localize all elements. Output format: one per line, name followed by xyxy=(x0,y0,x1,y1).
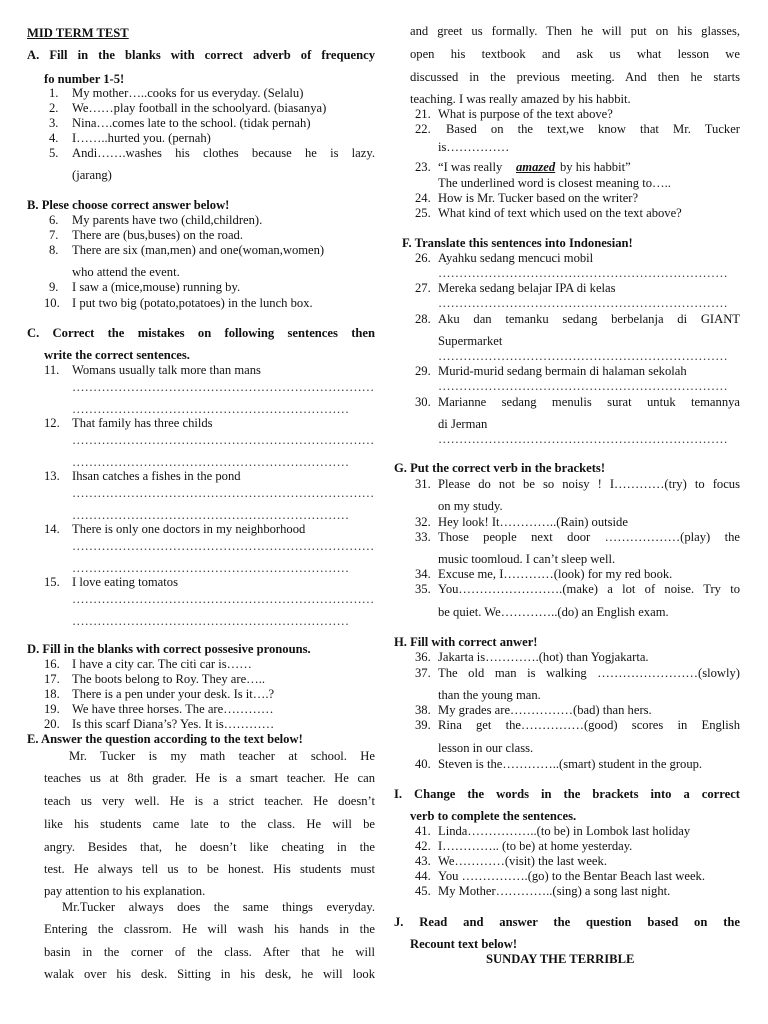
right-text-line: 22. xyxy=(415,122,431,136)
left-text-line: The boots belong to Roy. They are….. xyxy=(72,672,266,686)
right-text-line: 32. xyxy=(415,515,431,529)
right-text-line: 29. xyxy=(415,364,431,378)
left-text-line: We have three horses. The are………… xyxy=(72,702,274,716)
left-text-line: teaches us at 8th grader. He is a smart teacher. He can xyxy=(44,771,375,785)
right-text-line: What is purpose of the text above? xyxy=(438,107,613,121)
right-text-line: …………………………………………………………… xyxy=(438,379,728,393)
right-text-line: My grades are……………(bad) than hers. xyxy=(438,703,652,717)
right-text-line: amazed xyxy=(516,160,556,174)
right-text-line: “I was really xyxy=(438,160,503,174)
left-text-line: 13. xyxy=(44,469,60,483)
right-text-line: …………………………………………………………… xyxy=(438,296,728,310)
right-text-line: Mereka sedang belajar IPA di kelas xyxy=(438,281,616,295)
right-text-line: teaching. I was really amazed by his habbit. xyxy=(410,92,631,106)
left-text-line: pay attention to his explanation. xyxy=(44,884,206,898)
right-text-line: by his habbit” xyxy=(560,160,631,174)
left-text-line: 9. xyxy=(49,280,59,294)
left-text-line: A. Fill in the blanks with correct adverb of frequency xyxy=(27,48,375,62)
right-text-line: 24. xyxy=(415,191,431,205)
left-text-line: 7. xyxy=(49,228,59,242)
right-text-line: 39. xyxy=(415,718,431,732)
right-text-line: be quiet. We…………..(do) an English exam. xyxy=(438,605,669,619)
left-text-line: 3. xyxy=(49,116,59,130)
left-text-line: C. Correct the mistakes on following sentences then xyxy=(27,326,375,340)
right-text-line: I. Change the words in the brackets into a correct xyxy=(394,787,740,801)
right-text-line: Those people next door ………………(play) the xyxy=(438,530,740,544)
left-text-line: D. Fill in the blanks with correct possesive pronouns. xyxy=(27,642,311,656)
left-text-line: 17. xyxy=(44,672,60,686)
right-text-line: How is Mr. Tucker based on the writer? xyxy=(438,191,639,205)
right-text-line: 33. xyxy=(415,530,431,544)
left-text-line: Is this scarf Diana’s? Yes. It is………… xyxy=(72,717,275,731)
left-text-line: There are six (man,men) and one(woman,women) xyxy=(72,243,325,257)
left-text-line: I……..hurted you. (pernah) xyxy=(72,131,211,145)
right-text-line: 43. xyxy=(415,854,431,868)
right-text-line: H. Fill with correct anwer! xyxy=(394,635,538,649)
right-text-line: 38. xyxy=(415,703,431,717)
left-text-line: There is only one doctors in my neighborhood xyxy=(72,522,306,536)
right-text-line: 31. xyxy=(415,477,431,491)
right-text-line: …………………………………………………………… xyxy=(438,432,728,446)
right-text-line: and greet us formally. Then he will put on his glasses, xyxy=(410,24,740,38)
left-text-line: I saw a (mice,mouse) running by. xyxy=(72,280,241,294)
right-text-line: 28. xyxy=(415,312,431,326)
left-text-line: Andi…….washes his clothes because he is lazy. xyxy=(72,146,375,160)
right-text-line: …………………………………………………………… xyxy=(438,349,728,363)
right-text-line: Murid-murid sedang bermain di halaman sekolah xyxy=(438,364,687,378)
left-text-line: ……………………………………………………………… xyxy=(72,380,375,394)
left-text-line: ……………………………………………………………… xyxy=(72,592,375,606)
right-text-line: 37. xyxy=(415,666,431,680)
left-text-line: 14. xyxy=(44,522,60,536)
right-text-line: …………………………………………………………… xyxy=(438,266,728,280)
right-text-line: What kind of text which used on the text above? xyxy=(438,206,682,220)
left-text-line: I put two big (potato,potatoes) in the lunch box. xyxy=(72,296,313,310)
left-text-line: 5. xyxy=(49,146,59,160)
right-text-line: J. Read and answer the question based on the xyxy=(394,915,740,929)
left-text-line: That family has three childs xyxy=(72,416,213,430)
right-text-line: 35. xyxy=(415,582,431,596)
left-text-line: ……………………………………………………………… xyxy=(72,433,375,447)
left-text-line: write the correct sentences. xyxy=(44,348,190,362)
right-text-line: 27. xyxy=(415,281,431,295)
left-text-line: 8. xyxy=(49,243,59,257)
left-text-line: 20. xyxy=(44,717,60,731)
right-text-line: Based on the text,we know that Mr. Tucker xyxy=(446,122,740,136)
left-text-line: E. Answer the question according to the text below! xyxy=(27,732,303,746)
right-text-line: 40. xyxy=(415,757,431,771)
right-text-line: Please do not be so noisy ! I…………(try) to focus xyxy=(438,477,740,491)
right-text-line: 26. xyxy=(415,251,431,265)
left-text-line: ………………………………………………………… xyxy=(72,614,350,628)
left-text-line: 1. xyxy=(49,86,59,100)
right-text-line: G. Put the correct verb in the brackets! xyxy=(394,461,606,475)
left-text-line: 10. xyxy=(44,296,60,310)
right-text-line: Marianne sedang menulis surat untuk temannya xyxy=(438,395,740,409)
right-text-line: on my study. xyxy=(438,499,503,513)
right-text-line: open his textbook and ask us what lesson we xyxy=(410,47,740,61)
right-text-line: 21. xyxy=(415,107,431,121)
left-text-line: 6. xyxy=(49,213,59,227)
right-text-line: music toomloud. I can’t sleep well. xyxy=(438,552,616,566)
left-text-line: teach us very well. He is a strict teacher. He doesn’t xyxy=(44,794,375,808)
left-text-line: 2. xyxy=(49,101,59,115)
left-text-line: There is a pen under your desk. Is it….? xyxy=(72,687,275,701)
left-text-line: ………………………………………………………… xyxy=(72,508,350,522)
right-text-line: Jakarta is………….(hot) than Yogjakarta. xyxy=(438,650,649,664)
right-text-line: The old man is walking ……………………(slowly) xyxy=(438,666,740,680)
left-text-line: 12. xyxy=(44,416,60,430)
right-text-line: I………….. (to be) at home yesterday. xyxy=(438,839,633,853)
right-text-line: Ayahku sedang mencuci mobil xyxy=(438,251,594,265)
right-text-line: You …………….(go) to the Bentar Beach last week. xyxy=(438,869,705,883)
left-text-line: angry. Besides that, he doesn’t like cheating in the xyxy=(44,840,375,854)
right-text-line: 34. xyxy=(415,567,431,581)
left-text-line: Mr. Tucker is my math teacher at school. He xyxy=(69,749,375,763)
right-text-line: discussed in the previous meeting. And then he starts xyxy=(410,70,740,84)
left-text-line: 15. xyxy=(44,575,60,589)
left-text-line: ………………………………………………………… xyxy=(72,455,350,469)
left-text-line: Nina….comes late to the school. (tidak pernah) xyxy=(72,116,311,130)
left-text-line: basin in the corner of the class. After that he will xyxy=(44,945,375,959)
left-text-line: My mother…..cooks for us everyday. (Selalu) xyxy=(72,86,304,100)
left-text-line: 19. xyxy=(44,702,60,716)
left-text-line: MID TERM TEST xyxy=(27,26,129,40)
left-text-line: Ihsan catches a fishes in the pond xyxy=(72,469,241,483)
left-text-line: (jarang) xyxy=(72,168,112,182)
left-text-line: I have a city car. The citi car is…… xyxy=(72,657,252,671)
right-text-line: We…………(visit) the last week. xyxy=(438,854,607,868)
right-text-line: Linda……………..(to be) in Lombok last holiday xyxy=(438,824,691,838)
left-text-line: ……………………………………………………………… xyxy=(72,486,375,500)
right-text-line: 30. xyxy=(415,395,431,409)
left-text-line: ………………………………………………………… xyxy=(72,561,350,575)
right-text-line: verb to complete the sentences. xyxy=(410,809,577,823)
left-text-line: ………………………………………………………… xyxy=(72,402,350,416)
right-text-line: Aku dan temanku sedang berbelanja di GIANT xyxy=(438,312,740,326)
left-text-line: There are (bus,buses) on the road. xyxy=(72,228,243,242)
right-text-line: 42. xyxy=(415,839,431,853)
right-text-line: Rina get the……………(good) scores in English xyxy=(438,718,740,732)
left-text-line: We……play football in the schoolyard. (biasanya) xyxy=(72,101,327,115)
left-text-line: Entering the classrom. He will wash his hands in the xyxy=(44,922,375,936)
left-text-line: 11. xyxy=(44,363,60,377)
right-text-line: 25. xyxy=(415,206,431,220)
right-text-line: Excuse me, I…………(look) for my red book. xyxy=(438,567,673,581)
left-text-line: fo number 1-5! xyxy=(44,72,125,86)
right-text-line: 44. xyxy=(415,869,431,883)
right-text-line: 45. xyxy=(415,884,431,898)
left-text-line: Mr.Tucker always does the same things everyday. xyxy=(62,900,375,914)
left-text-line: Womans usually talk more than mans xyxy=(72,363,261,377)
right-text-line: 23. xyxy=(415,160,431,174)
left-text-line: who attend the event. xyxy=(72,265,180,279)
right-text-line: is…………… xyxy=(438,140,510,154)
right-text-line: 41. xyxy=(415,824,431,838)
right-text-line: Supermarket xyxy=(438,334,503,348)
right-text-line: My Mother…………..(sing) a song last night. xyxy=(438,884,671,898)
right-text-line: lesson in our class. xyxy=(438,741,534,755)
left-text-line: test. He always tell us to be honest. His students must xyxy=(44,862,375,876)
left-text-line: 4. xyxy=(49,131,59,145)
left-text-line: I love eating tomatos xyxy=(72,575,178,589)
left-text-line: 16. xyxy=(44,657,60,671)
left-text-line: 18. xyxy=(44,687,60,701)
left-text-line: walak over his desk. Sitting in his desk, he will look xyxy=(44,967,375,981)
right-text-line: F. Translate this sentences into Indonesian! xyxy=(402,236,633,250)
left-text-line: B. Plese choose correct answer below! xyxy=(27,198,230,212)
left-text-line: My parents have two (child,children). xyxy=(72,213,263,227)
right-text-line: Recount text below! xyxy=(410,937,518,951)
right-text-line: 36. xyxy=(415,650,431,664)
right-text-line: The underlined word is closest meaning to….. xyxy=(438,176,671,190)
left-text-line: like his students came late to the class. He will be xyxy=(44,817,375,831)
right-text-line: Hey look! It…………..(Rain) outside xyxy=(438,515,628,529)
right-text-line: Steven is the…………..(smart) student in the group. xyxy=(438,757,703,771)
right-text-line: You…………………….(make) a lot of noise. Try to xyxy=(438,582,740,596)
right-text-line: SUNDAY THE TERRIBLE xyxy=(486,952,635,966)
left-text-line: ……………………………………………………………… xyxy=(72,539,375,553)
right-text-line: than the young man. xyxy=(438,688,541,702)
right-text-line: di Jerman xyxy=(438,417,488,431)
